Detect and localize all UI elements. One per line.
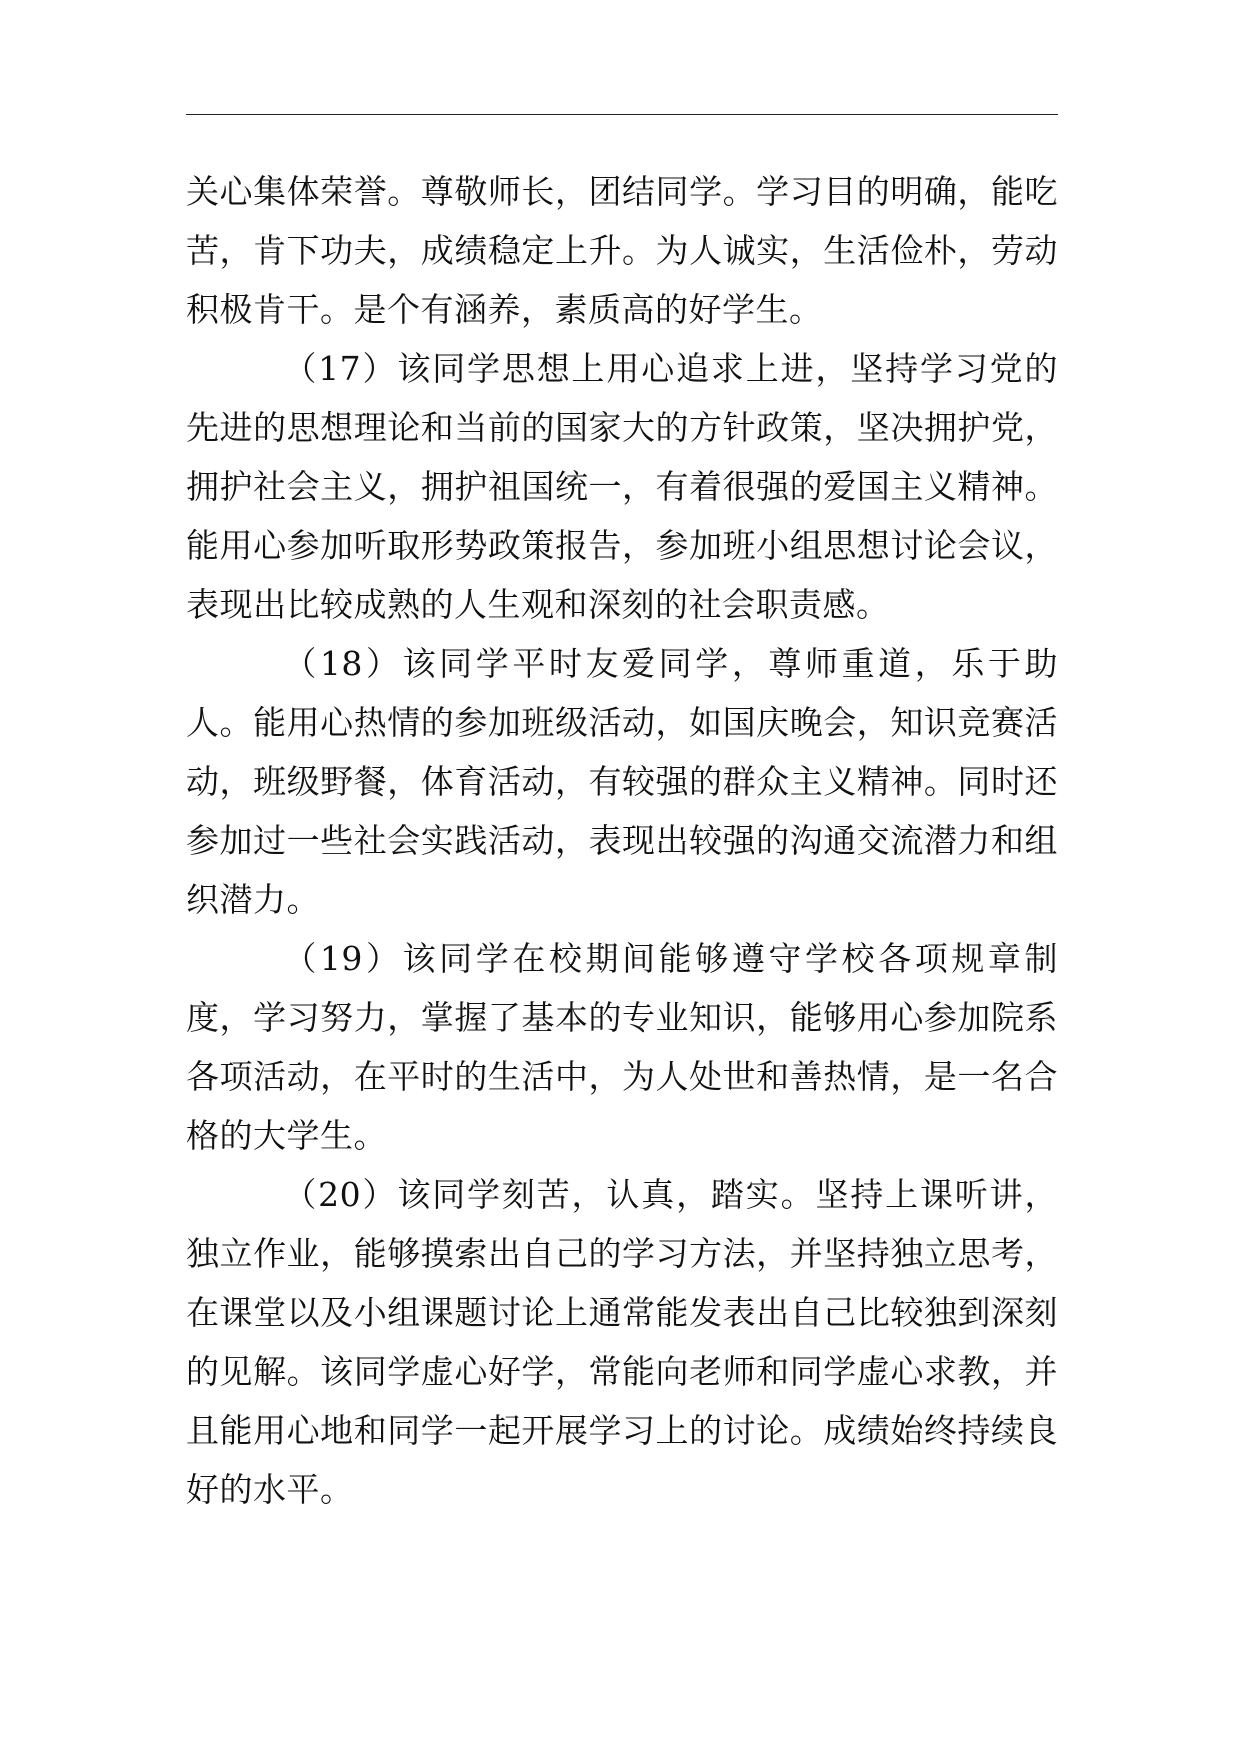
paragraph-18: （18）该同学平时友爱同学，尊师重道，乐于助人。能用心热情的参加班级活动，如国庆晚会，知识竞赛活动，班级野餐，体育活动，有较强的群众主义精神。同时还参加过一些社会实践活动，表现出较强的沟通交流潜力和组织潜力。 — [186, 644, 1058, 919]
paragraph-19: （19）该同学在校期间能够遵守学校各项规章制度，学习努力，掌握了基本的专业知识，能够用心参加院系各项活动，在平时的生活中，为人处世和善热情，是一名合格的大学生。 — [186, 939, 1058, 1155]
paragraph-continued: 关心集体荣誉。尊敬师长，团结同学。学习目的明确，能吃苦，肯下功夫，成绩稳定上升。为人诚实，生活俭朴，劳动积极肯干。是个有涵养，素质高的好学生。 — [186, 172, 1058, 329]
paragraph-20: （20）该同学刻苦，认真，踏实。坚持上课听讲，独立作业，能够摸索出自己的学习方法，并坚持独立思考，在课堂以及小组课题讨论上通常能发表出自己比较独到深刻的见解。该同学虚心好学，常能向老师和同学虚心求教，并且能用心地和同学一起开展学习上的讨论。成绩始终持续良好的水平。 — [186, 1175, 1058, 1509]
header-rule — [186, 114, 1058, 115]
document-body — [186, 162, 1058, 1519]
paragraph-17: （17）该同学思想上用心追求上进，坚持学习党的先进的思想理论和当前的国家大的方针政策，坚决拥护党，拥护社会主义，拥护祖国统一，有着很强的爱国主义精神。能用心参加听取形势政策报告，参加班小组思想讨论会议，表现出比较成熟的人生观和深刻的社会职责感。 — [186, 349, 1058, 624]
